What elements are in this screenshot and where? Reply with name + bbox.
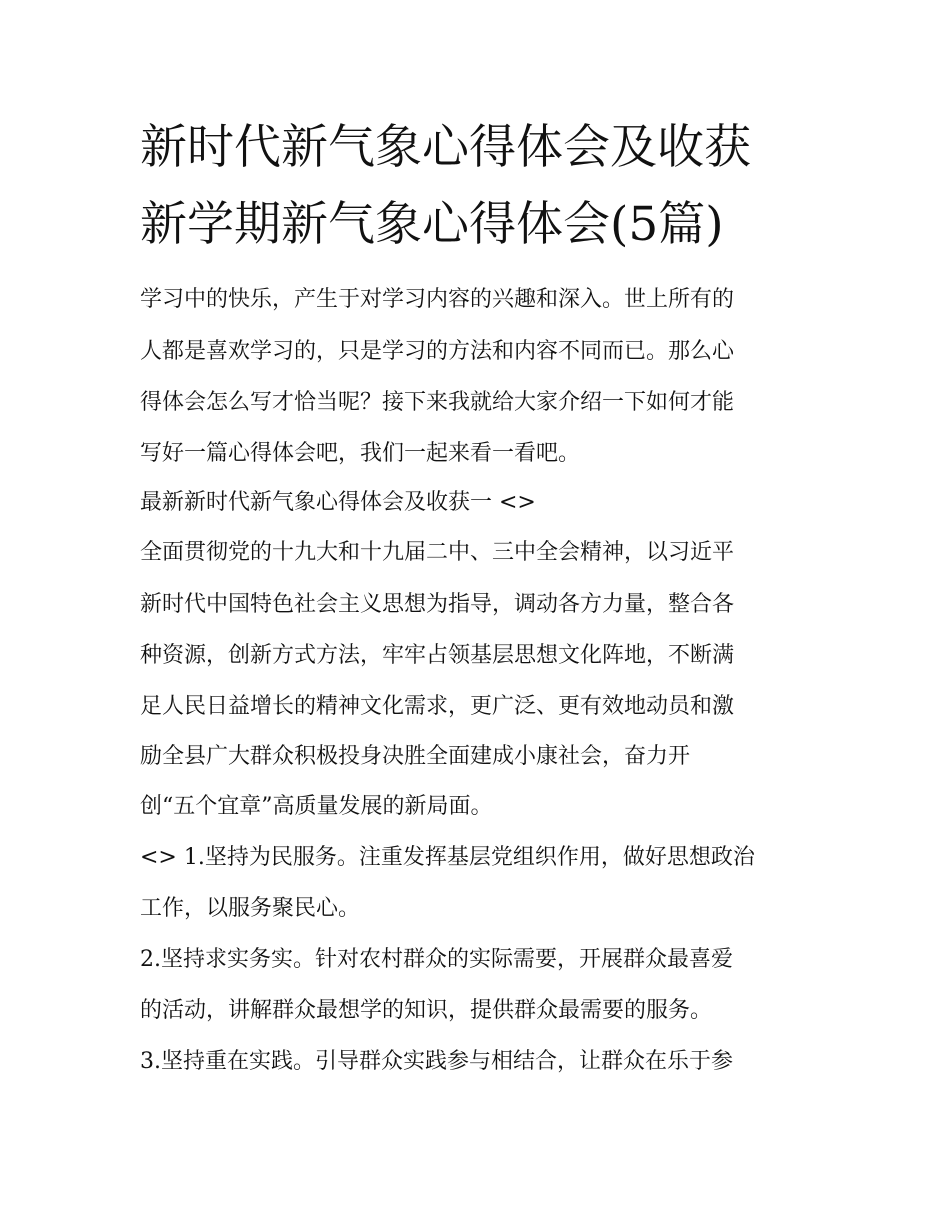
body-line-5: 励全县广大群众积极投身决胜全面建成小康社会，奋力开 [140,744,691,769]
body-line-2: 新时代中国特色社会主义思想为指导，调动各方力量，整合各 [140,592,735,617]
intro-line-2: 人都是喜欢学习的，只是学习的方法和内容不同而已。那么心 [140,339,735,364]
body-line-1: 全面贯彻党的十九大和十九届二中、三中全会精神，以习近平 [140,540,735,565]
list-item-2-line-2: 的活动，讲解群众最想学的知识，提供群众最需要的服务。 [140,998,713,1023]
intro-line-1: 学习中的快乐，产生于对学习内容的兴趣和深入。世上所有的 [140,287,735,312]
body-line-6: 创“五个宜章”高质量发展的新局面。 [140,794,493,819]
list-item-1-line-2: 工作，以服务聚民心。 [140,896,361,921]
intro-line-3: 得体会怎么写才恰当呢？接下来我就给大家介绍一下如何才能 [140,390,735,415]
document-title-line-2: 新学期新气象心得体会(5篇) [140,197,724,252]
body-line-3: 种资源，创新方式方法，牢牢占领基层思想文化阵地，不断满 [140,643,735,668]
list-item-3-line-1: 3.坚持重在实践。引导群众实践参与相结合，让群众在乐于参 [140,1049,733,1074]
section-heading: 最新新时代新气象心得体会及收获一 <> [140,490,536,515]
list-item-1-line-1: <> 1.坚持为民服务。注重发挥基层党组织作用，做好思想政治 [140,845,755,870]
document-title-line-1: 新时代新气象心得体会及收获 [140,120,751,175]
list-item-2-line-1: 2.坚持求实务实。针对农村群众的实际需要，开展群众最喜爱 [140,947,733,972]
intro-line-4: 写好一篇心得体会吧，我们一起来看一看吧。 [140,441,581,466]
body-line-4: 足人民日益增长的精神文化需求，更广泛、更有效地动员和激 [140,694,735,719]
